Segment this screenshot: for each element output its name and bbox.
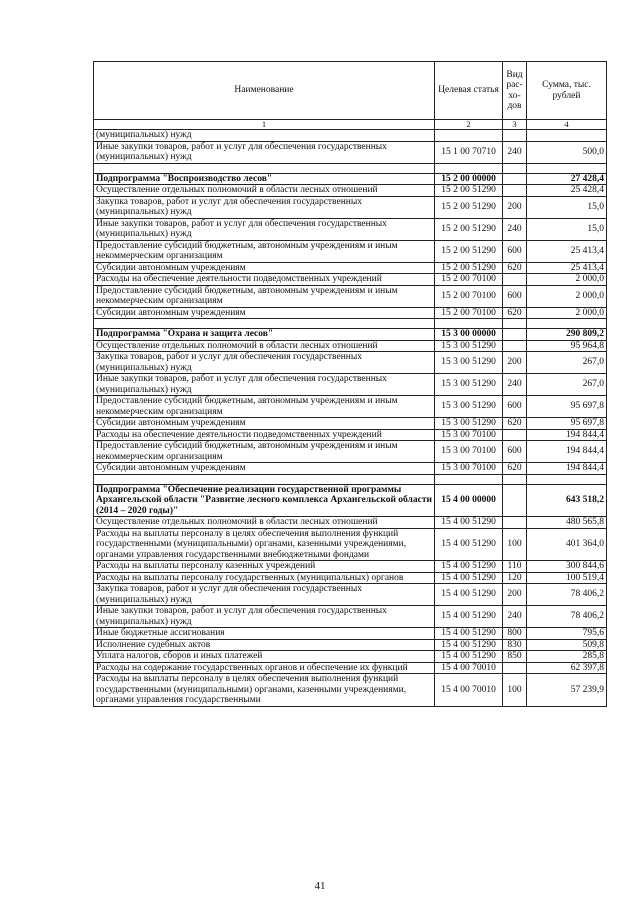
row-expense-kind: 620 <box>503 307 527 319</box>
row-target-article: 15 3 00 70100 <box>435 441 503 463</box>
row-expense-kind <box>503 662 527 674</box>
row-target-article: 15 4 00 51290 <box>435 572 503 584</box>
row-expense-kind <box>503 173 527 185</box>
row-name: Расходы на содержание государственных органов и обеспечение их функций <box>94 662 435 674</box>
header-name: Наименование <box>94 62 435 120</box>
row-name: Расходы на обеспечение деятельности подведомственных учреждений <box>94 429 435 441</box>
empty-cell <box>527 163 607 173</box>
subprogram-row <box>94 484 607 517</box>
row-expense-kind <box>503 185 527 197</box>
table-row <box>94 662 607 674</box>
row-target-article: 15 2 00 70100 <box>435 274 503 286</box>
row-target-article: 15 2 00 51290 <box>435 196 503 218</box>
row-expense-kind: 850 <box>503 651 527 663</box>
row-sum: 25 428,4 <box>527 185 607 197</box>
row-sum: 95 964,8 <box>527 340 607 352</box>
row-target-article: 15 2 00 70100 <box>435 285 503 307</box>
header-target-article: Целевая статья <box>435 62 503 120</box>
empty-cell <box>94 163 435 173</box>
table-row <box>94 517 607 529</box>
row-name: Предоставление субсидий бюджетным, автономным учреждениям и иным некоммерческим организациям <box>94 441 435 463</box>
spacer-row <box>94 474 607 484</box>
row-expense-kind: 240 <box>503 374 527 396</box>
row-sum: 2 000,0 <box>527 274 607 286</box>
row-sum: 480 565,8 <box>527 517 607 529</box>
row-target-article: 15 3 00 51290 <box>435 340 503 352</box>
row-target-article: 15 4 00 51290 <box>435 561 503 573</box>
table-row <box>94 185 607 197</box>
row-expense-kind <box>503 340 527 352</box>
row-sum: 27 428,4 <box>527 173 607 185</box>
row-target-article: 15 3 00 70100 <box>435 429 503 441</box>
row-name: Предоставление субсидий бюджетным, автономным учреждениям и иным некоммерческим организациям <box>94 240 435 262</box>
row-name: Подпрограмма "Охрана и защита лесов" <box>94 329 435 341</box>
subprogram-row <box>94 329 607 341</box>
row-target-article: 15 2 00 51290 <box>435 218 503 240</box>
row-target-article: 15 2 00 51290 <box>435 262 503 274</box>
row-sum: 25 413,4 <box>527 262 607 274</box>
table-row <box>94 628 607 640</box>
row-name: Исполнение судебных актов <box>94 639 435 651</box>
table-row <box>94 130 607 142</box>
table-row <box>94 307 607 319</box>
row-name: Иные закупки товаров, работ и услуг для обеспечения государственных (муниципальных) нужд <box>94 374 435 396</box>
row-sum: 95 697,8 <box>527 418 607 430</box>
empty-cell <box>527 474 607 484</box>
subprogram-row <box>94 173 607 185</box>
row-expense-kind: 100 <box>503 674 527 707</box>
row-name: Осуществление отдельных полномочий в области лесных отношений <box>94 340 435 352</box>
row-expense-kind <box>503 517 527 529</box>
row-name: Осуществление отдельных полномочий в области лесных отношений <box>94 185 435 197</box>
row-target-article: 15 4 00 51290 <box>435 528 503 561</box>
row-target-article: 15 2 00 00000 <box>435 173 503 185</box>
row-name: Субсидии автономным учреждениям <box>94 418 435 430</box>
row-expense-kind: 620 <box>503 463 527 475</box>
empty-cell <box>435 474 503 484</box>
row-expense-kind <box>503 130 527 142</box>
table-row <box>94 240 607 262</box>
row-target-article: 15 4 00 51290 <box>435 584 503 606</box>
row-sum: 267,0 <box>527 374 607 396</box>
row-target-article: 15 3 00 51290 <box>435 418 503 430</box>
row-sum: 290 809,2 <box>527 329 607 341</box>
row-name: (муниципальных) нужд <box>94 130 435 142</box>
table-row <box>94 141 607 163</box>
empty-cell <box>435 163 503 173</box>
row-sum: 100 519,4 <box>527 572 607 584</box>
header-sum: Сумма, тыс. рублей <box>527 62 607 120</box>
header-col-number: 4 <box>527 120 607 130</box>
row-expense-kind <box>503 274 527 286</box>
empty-cell <box>503 319 527 329</box>
spacer-row <box>94 163 607 173</box>
row-target-article: 15 4 00 70010 <box>435 662 503 674</box>
row-expense-kind <box>503 484 527 517</box>
row-expense-kind: 830 <box>503 639 527 651</box>
header-col-number: 2 <box>435 120 503 130</box>
row-name: Уплата налогов, сборов и иных платежей <box>94 651 435 663</box>
row-sum: 25 413,4 <box>527 240 607 262</box>
row-expense-kind <box>503 429 527 441</box>
row-sum: 401 364,0 <box>527 528 607 561</box>
row-expense-kind: 110 <box>503 561 527 573</box>
row-target-article: 15 4 00 70010 <box>435 674 503 707</box>
row-name: Закупка товаров, работ и услуг для обеспечения государственных (муниципальных) нужд <box>94 584 435 606</box>
row-name: Иные закупки товаров, работ и услуг для обеспечения государственных (муниципальных) нужд <box>94 218 435 240</box>
table-row <box>94 396 607 418</box>
table-row <box>94 262 607 274</box>
table-row <box>94 285 607 307</box>
table-row <box>94 528 607 561</box>
table-row <box>94 352 607 374</box>
row-target-article: 15 4 00 51290 <box>435 628 503 640</box>
row-sum: 509,8 <box>527 639 607 651</box>
row-sum <box>527 130 607 142</box>
row-target-article: 15 3 00 00000 <box>435 329 503 341</box>
row-expense-kind: 800 <box>503 628 527 640</box>
row-name: Субсидии автономным учреждениям <box>94 307 435 319</box>
row-name: Субсидии автономным учреждениям <box>94 463 435 475</box>
row-target-article: 15 1 00 70710 <box>435 141 503 163</box>
row-expense-kind: 600 <box>503 441 527 463</box>
row-sum: 15,0 <box>527 196 607 218</box>
row-sum: 300 844,6 <box>527 561 607 573</box>
row-sum: 194 844,4 <box>527 441 607 463</box>
row-sum: 78 406,2 <box>527 606 607 628</box>
row-expense-kind <box>503 329 527 341</box>
row-name: Иные закупки товаров, работ и услуг для обеспечения государственных (муниципальных) нужд <box>94 606 435 628</box>
row-target-article <box>435 130 503 142</box>
row-expense-kind: 600 <box>503 285 527 307</box>
table-row <box>94 463 607 475</box>
row-expense-kind: 200 <box>503 352 527 374</box>
row-sum: 643 518,2 <box>527 484 607 517</box>
row-target-article: 15 3 00 51290 <box>435 374 503 396</box>
table-row <box>94 274 607 286</box>
row-sum: 194 844,4 <box>527 463 607 475</box>
table-row <box>94 218 607 240</box>
empty-cell <box>435 319 503 329</box>
row-target-article: 15 4 00 00000 <box>435 484 503 517</box>
empty-cell <box>503 474 527 484</box>
row-expense-kind: 120 <box>503 572 527 584</box>
row-name: Расходы на выплаты персоналу в целях обеспечения выполнения функций государственными (муниципальными) органами, казенными учреждениями, органами управления государственными <box>94 674 435 707</box>
row-name: Иные закупки товаров, работ и услуг для обеспечения государственных (муниципальных) нужд <box>94 141 435 163</box>
row-name: Осуществление отдельных полномочий в области лесных отношений <box>94 517 435 529</box>
row-target-article: 15 4 00 51290 <box>435 606 503 628</box>
row-target-article: 15 4 00 51290 <box>435 639 503 651</box>
empty-cell <box>94 474 435 484</box>
row-expense-kind: 200 <box>503 196 527 218</box>
row-expense-kind: 620 <box>503 262 527 274</box>
row-sum: 194 844,4 <box>527 429 607 441</box>
row-expense-kind: 240 <box>503 218 527 240</box>
table-row <box>94 340 607 352</box>
row-target-article: 15 3 00 51290 <box>435 396 503 418</box>
table-row <box>94 418 607 430</box>
page-number: 41 <box>314 880 326 892</box>
row-target-article: 15 2 00 51290 <box>435 240 503 262</box>
table-row <box>94 561 607 573</box>
row-name: Закупка товаров, работ и услуг для обеспечения государственных (муниципальных) нужд <box>94 196 435 218</box>
table-row <box>94 196 607 218</box>
row-sum: 78 406,2 <box>527 584 607 606</box>
row-sum: 795,6 <box>527 628 607 640</box>
header-col-number: 1 <box>94 120 435 130</box>
row-name: Расходы на выплаты персоналу казенных учреждений <box>94 561 435 573</box>
empty-cell <box>94 319 435 329</box>
table-row <box>94 572 607 584</box>
row-name: Предоставление субсидий бюджетным, автономным учреждениям и иным некоммерческим организациям <box>94 396 435 418</box>
row-sum: 285,8 <box>527 651 607 663</box>
table-row <box>94 651 607 663</box>
row-sum: 2 000,0 <box>527 307 607 319</box>
row-sum: 57 239,9 <box>527 674 607 707</box>
row-target-article: 15 4 00 51290 <box>435 651 503 663</box>
row-target-article: 15 2 00 51290 <box>435 185 503 197</box>
row-name: Подпрограмма "Обеспечение реализации государственной программы Архангельской области "Развитие лесного комплекса Архангельской области (2014 – 2020 годы)" <box>94 484 435 517</box>
budget-table <box>93 61 607 707</box>
row-name: Расходы на выплаты персоналу в целях обеспечения выполнения функций государственными (муниципальными) органами, казенными учреждениями, органами управления государственными внебюджетными фондами <box>94 528 435 561</box>
row-expense-kind: 200 <box>503 584 527 606</box>
header-col-number: 3 <box>503 120 527 130</box>
empty-cell <box>503 163 527 173</box>
table-row <box>94 674 607 707</box>
row-sum: 500,0 <box>527 141 607 163</box>
row-target-article: 15 3 00 70100 <box>435 463 503 475</box>
row-expense-kind: 600 <box>503 396 527 418</box>
row-name: Субсидии автономным учреждениям <box>94 262 435 274</box>
table-row <box>94 639 607 651</box>
table-row <box>94 584 607 606</box>
row-name: Подпрограмма "Воспроизводство лесов" <box>94 173 435 185</box>
row-sum: 95 697,8 <box>527 396 607 418</box>
row-target-article: 15 4 00 51290 <box>435 517 503 529</box>
row-target-article: 15 3 00 51290 <box>435 352 503 374</box>
table-row <box>94 441 607 463</box>
table-row <box>94 374 607 396</box>
spacer-row <box>94 319 607 329</box>
row-sum: 267,0 <box>527 352 607 374</box>
row-target-article: 15 2 00 70100 <box>435 307 503 319</box>
table-row <box>94 429 607 441</box>
row-expense-kind: 100 <box>503 528 527 561</box>
empty-cell <box>527 319 607 329</box>
table-body <box>94 130 607 707</box>
row-name: Закупка товаров, работ и услуг для обеспечения государственных (муниципальных) нужд <box>94 352 435 374</box>
row-name: Расходы на обеспечение деятельности подведомственных учреждений <box>94 274 435 286</box>
table-header <box>94 62 607 130</box>
row-name: Предоставление субсидий бюджетным, автономным учреждениям и иным некоммерческим организациям <box>94 285 435 307</box>
row-name: Расходы на выплаты персоналу государственных (муниципальных) органов <box>94 572 435 584</box>
row-name: Иные бюджетные ассигнования <box>94 628 435 640</box>
row-expense-kind: 240 <box>503 606 527 628</box>
row-expense-kind: 600 <box>503 240 527 262</box>
header-expense-kind: Вид рас-хо-дов <box>503 62 527 120</box>
row-sum: 2 000,0 <box>527 285 607 307</box>
row-sum: 62 397,8 <box>527 662 607 674</box>
row-sum: 15,0 <box>527 218 607 240</box>
row-expense-kind: 620 <box>503 418 527 430</box>
row-expense-kind: 240 <box>503 141 527 163</box>
table-row <box>94 606 607 628</box>
